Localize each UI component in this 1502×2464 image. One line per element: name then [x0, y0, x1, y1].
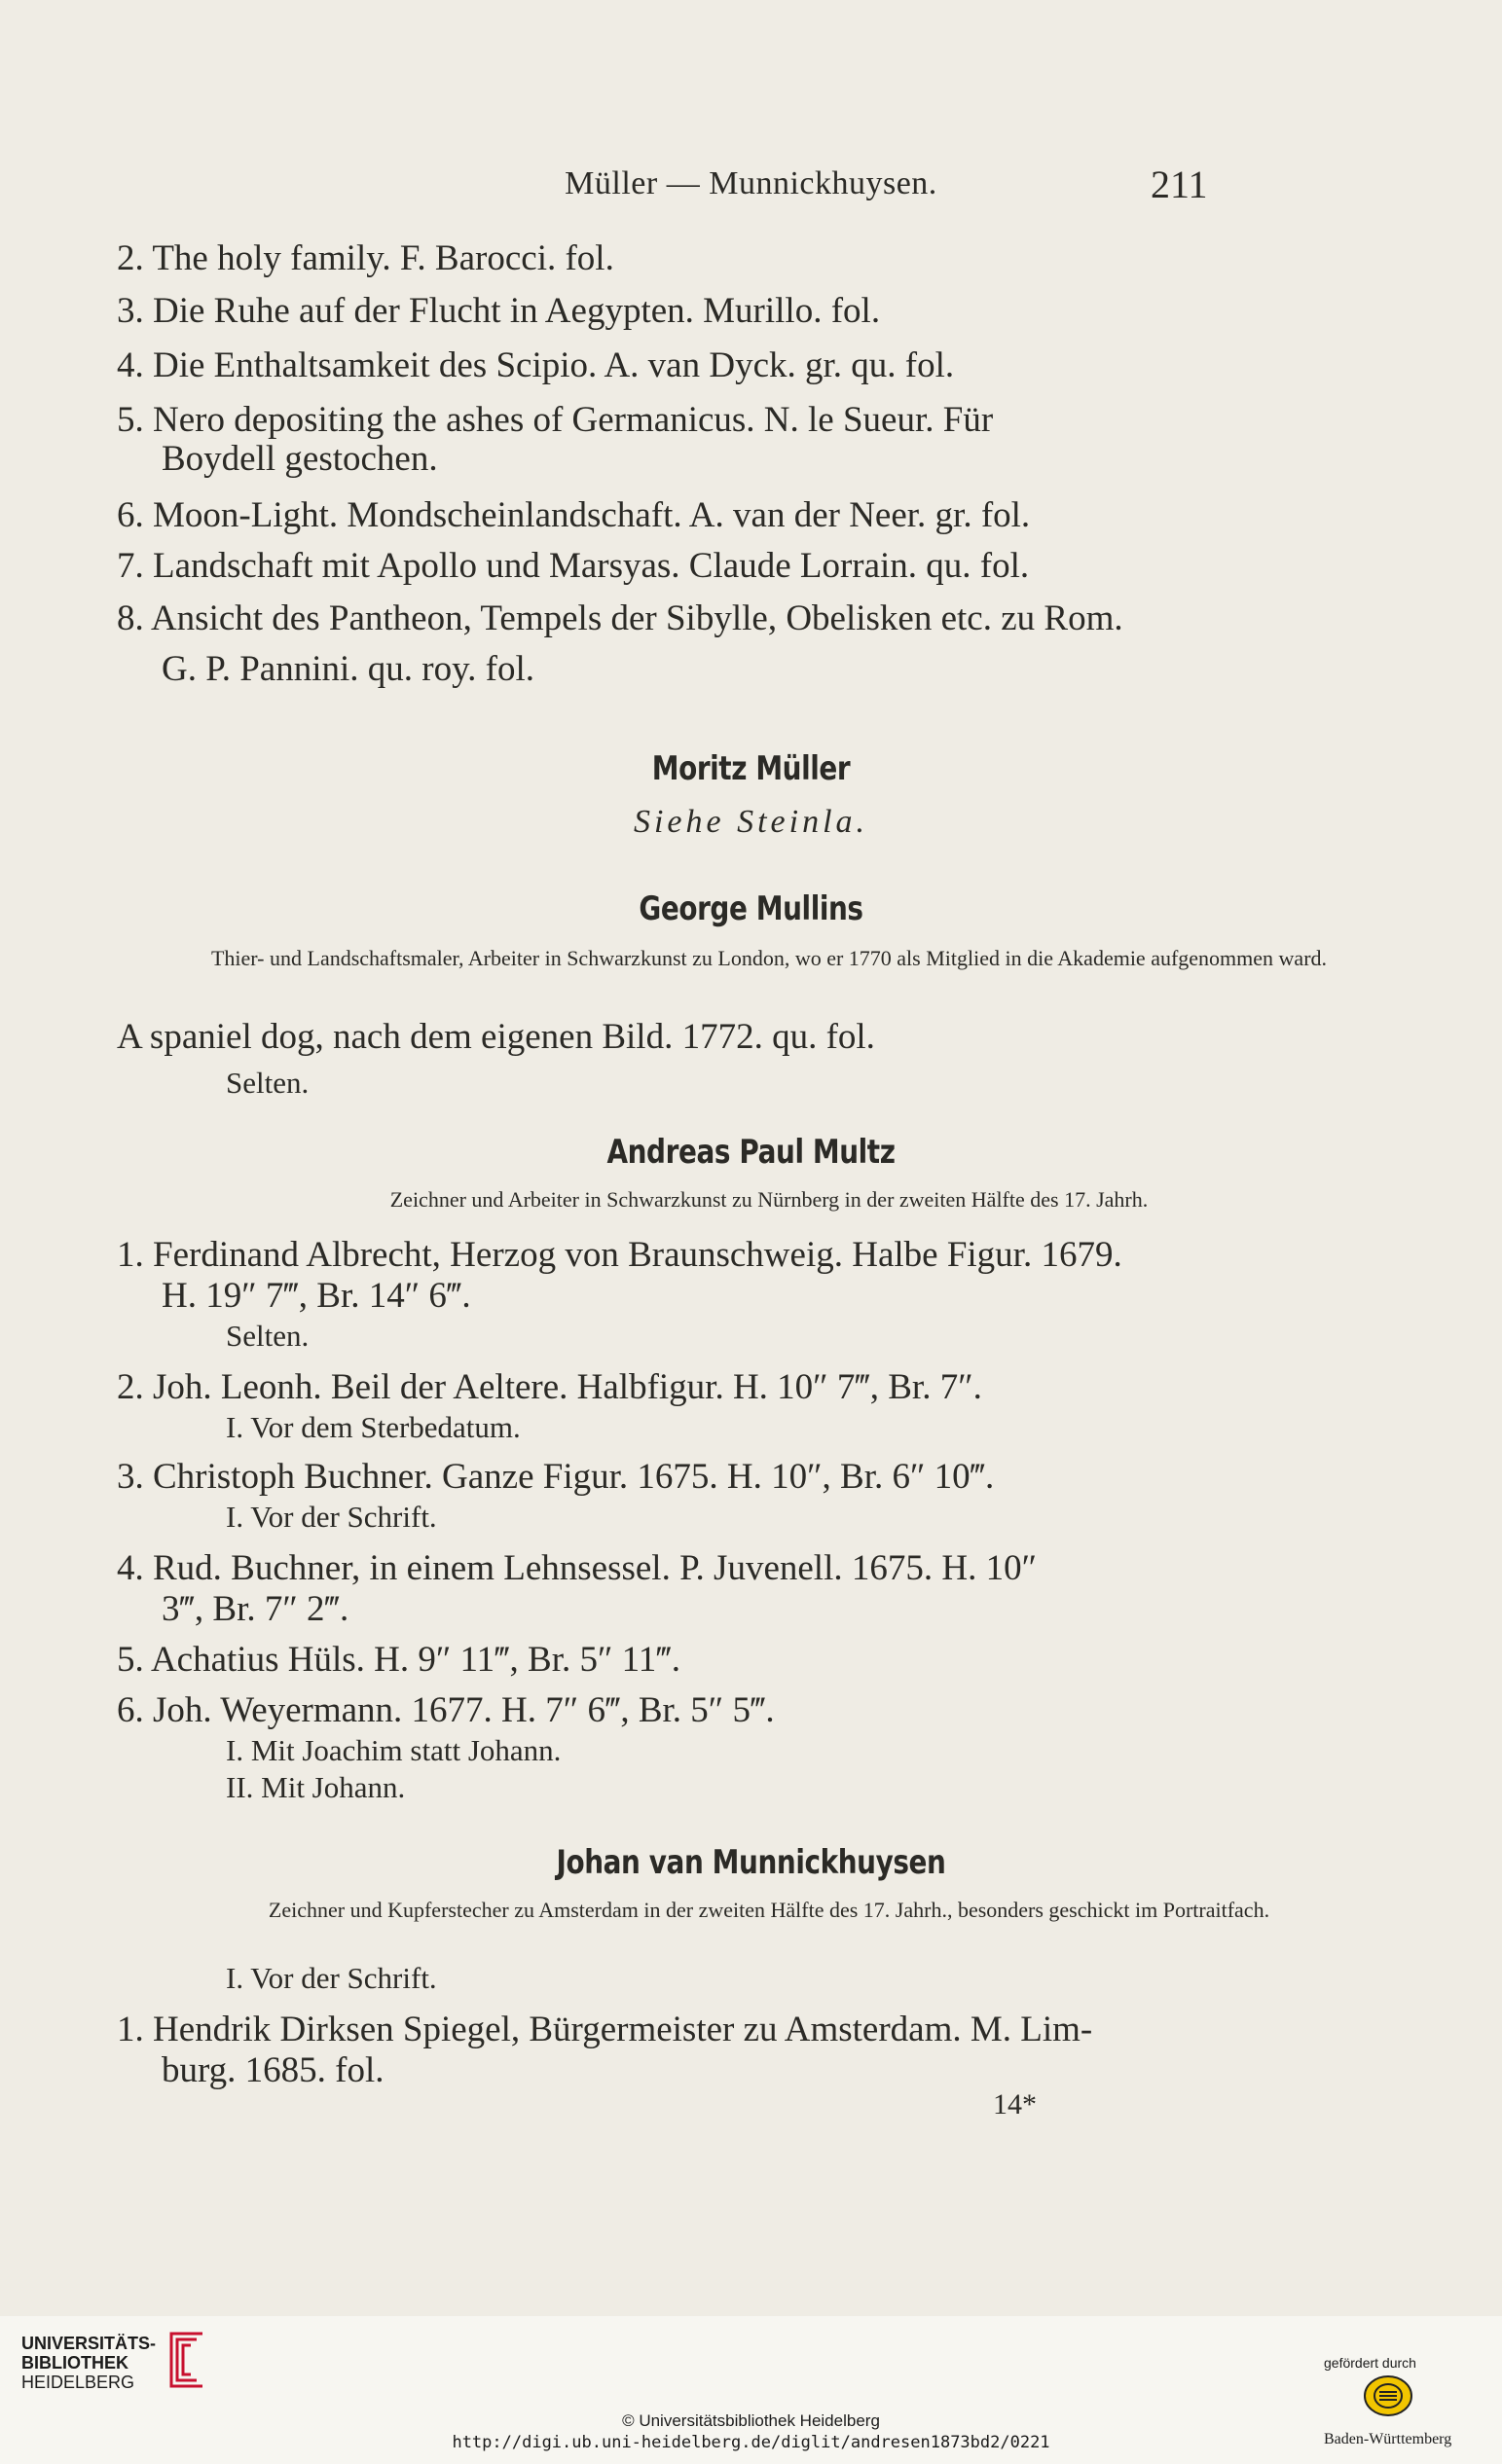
entry-line: 8. Ansicht des Pantheon, Tempels der Sibylle, Obelisken etc. zu Rom. — [117, 598, 1123, 638]
entry-line: 3‴, Br. 7″ 2‴. — [162, 1589, 349, 1629]
cross-reference: Siehe Steinla. — [633, 804, 869, 840]
library-logo[interactable] — [21, 2334, 156, 2392]
artist-note: Thier- und Landschaftsmaler, Arbeiter in Schwarzkunst zu London, wo er 1770 als Mitglied in die Akademie aufgenommen ward. — [210, 946, 1328, 970]
bw-coat-of-arms-icon — [1363, 2374, 1413, 2417]
state-note: I. Vor der Schrift. — [226, 1961, 437, 1995]
header-title: Müller — Munnickhuysen. — [565, 165, 937, 201]
entry-line: burg. 1685. fol. — [162, 2050, 385, 2090]
artist-heading: Moritz Müller — [651, 749, 851, 788]
entry-line: 1. Hendrik Dirksen Spiegel, Bürgermeister zu Amsterdam. M. Lim- — [117, 2010, 1093, 2049]
state-note: II. Mit Johann. — [226, 1770, 406, 1804]
signature-mark: 14* — [993, 2088, 1037, 2120]
library-name-line1: UNIVERSITÄTS- — [21, 2334, 157, 2353]
digitization-footer — [0, 2316, 1502, 2464]
state-name: Baden-Württemberg — [1324, 2431, 1452, 2447]
entry-line: A spaniel dog, nach dem eigenen Bild. 1772. qu. fol. — [117, 1017, 875, 1057]
entry-line: Boydell gestochen. — [162, 439, 438, 479]
artist-note: Zeichner und Arbeiter in Schwarzkunst zu Nürnberg in der zweiten Hälfte des 17. Jahrh. — [389, 1187, 1149, 1212]
entry-line: 6. Joh. Weyermann. 1677. H. 7″ 6‴, Br. 5″ 5‴. — [117, 1690, 775, 1730]
copyright-notice: © Universitätsbibliothek Heidelberg — [622, 2411, 880, 2430]
entry-line: 5. Achatius Hüls. H. 9″ 11‴, Br. 5″ 11‴. — [117, 1640, 680, 1680]
state-note: I. Vor dem Sterbedatum. — [226, 1410, 521, 1444]
entry-line: 3. Christoph Buchner. Ganze Figur. 1675. H. 10″, Br. 6″ 10‴. — [117, 1457, 995, 1497]
entry-line: 4. Die Enthaltsamkeit des Scipio. A. van Dyck. gr. qu. fol. — [117, 345, 955, 385]
state-note: I. Mit Joachim statt Johann. — [226, 1733, 562, 1767]
artist-heading: Andreas Paul Multz — [606, 1133, 896, 1172]
state-note: Selten. — [226, 1319, 310, 1353]
entry-line: 2. The holy family. F. Barocci. fol. — [117, 238, 614, 278]
page-number: 211 — [1151, 163, 1208, 206]
artist-heading: Johan van Munnickhuysen — [556, 1843, 946, 1882]
entry-line: 4. Rud. Buchner, in einem Lehnsessel. P. Juvenell. 1675. H. 10″ — [117, 1548, 1037, 1588]
entry-line: 7. Landschaft mit Apollo und Marsyas. Claude Lorrain. qu. fol. — [117, 546, 1030, 586]
state-note: Selten. — [226, 1066, 310, 1100]
running-header — [0, 165, 1502, 214]
entry-line: 2. Joh. Leonh. Beil der Aeltere. Halbfigur. H. 10″ 7‴, Br. 7″. — [117, 1367, 982, 1407]
library-name-line2: BIBLIOTHEK — [21, 2353, 128, 2373]
entry-line: 1. Ferdinand Albrecht, Herzog von Braunschweig. Halbe Figur. 1679. — [117, 1235, 1122, 1275]
artist-note: Zeichner und Kupferstecher zu Amsterdam in der zweiten Hälfte des 17. Jahrh., besonders geschickt im Portraitfach. — [268, 1898, 1270, 1922]
artist-heading: George Mullins — [639, 889, 863, 928]
library-logo-icon — [164, 2330, 208, 2390]
entry-line: 3. Die Ruhe auf der Flucht in Aegypten. Murillo. fol. — [117, 291, 881, 331]
entry-line: 5. Nero depositing the ashes of Germanicus. N. le Sueur. Für — [117, 400, 994, 440]
funding-label: gefördert durch — [1324, 2355, 1416, 2371]
entry-line: 6. Moon-Light. Mondscheinlandschaft. A. van der Neer. gr. fol. — [117, 495, 1031, 535]
state-note: I. Vor der Schrift. — [226, 1500, 437, 1534]
library-name-line3: HEIDELBERG — [21, 2373, 135, 2392]
entry-line: H. 19″ 7‴, Br. 14″ 6‴. — [162, 1276, 471, 1316]
entry-line: G. P. Pannini. qu. roy. fol. — [162, 649, 535, 689]
permalink[interactable]: http://digi.ub.uni-heidelberg.de/diglit/andresen1873bd2/0221 — [452, 2433, 1050, 2452]
